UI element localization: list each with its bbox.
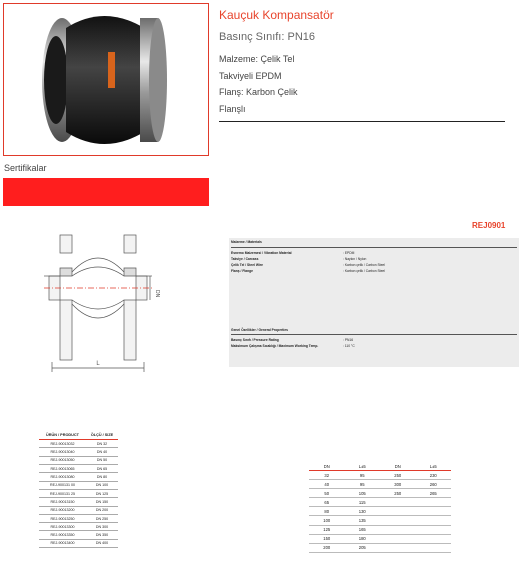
- spec-line: Flanşlı: [219, 104, 246, 114]
- dn-cell: 125: [309, 525, 345, 534]
- empty-cell: [380, 543, 416, 552]
- material-label: Esnemo Malzemesi / Vibration Material: [231, 251, 292, 255]
- dn-cell: 250: [380, 471, 416, 480]
- table-row: [39, 489, 118, 497]
- technical-drawing: [40, 232, 168, 382]
- dn-cell: 100: [309, 516, 345, 525]
- product-code-cell: REJ-900131 25: [39, 489, 86, 497]
- material-label: Takviye / Carcass: [231, 257, 259, 261]
- table-row: [39, 481, 118, 489]
- material-value: : Karbon çelik / Carbon Steel: [343, 263, 385, 267]
- table-row: [309, 543, 451, 552]
- length-cell: 205: [345, 543, 381, 552]
- size-cell: DN 40: [86, 448, 118, 456]
- dn-cell: 32: [309, 471, 345, 480]
- properties-box: [229, 238, 519, 367]
- table-row: [39, 506, 118, 514]
- table-row: [39, 440, 118, 448]
- length-cell: 165: [345, 525, 381, 534]
- empty-cell: [380, 507, 416, 516]
- length-cell: 115: [345, 498, 381, 507]
- dn-cell: 150: [309, 534, 345, 543]
- property-label: Maksimum Çalışma Sıcaklığı / Maximum Working Temp.: [231, 344, 319, 348]
- empty-cell: [380, 525, 416, 534]
- materials-header: Malzeme / Materials: [231, 240, 262, 244]
- dn-cell: 200: [309, 543, 345, 552]
- empty-cell: [380, 516, 416, 525]
- dn-cell: 50: [309, 489, 345, 498]
- dn-cell: 65: [309, 498, 345, 507]
- product-code-cell: REJ-90013040: [39, 448, 86, 456]
- length-label: L: [96, 361, 100, 367]
- product-code-cell: REJ-90013150: [39, 498, 86, 506]
- size-cell: DN 80: [86, 473, 118, 481]
- size-cell: DN 350: [86, 531, 118, 539]
- empty-cell: [416, 498, 452, 507]
- table-row: [39, 498, 118, 506]
- product-code-cell: REJ-90013400: [39, 539, 86, 547]
- product-code-cell: REJ-90013350: [39, 531, 86, 539]
- product-table: [39, 431, 118, 548]
- property-value: : PN16: [343, 338, 354, 342]
- table-row: [309, 525, 451, 534]
- size-cell: DN 400: [86, 539, 118, 547]
- title-divider: [219, 121, 505, 122]
- dn-cell: 250: [380, 489, 416, 498]
- table-row: [39, 514, 118, 522]
- size-cell: DN 32: [86, 440, 118, 448]
- size-cell: DN 100: [86, 481, 118, 489]
- size-cell: DN 250: [86, 514, 118, 522]
- column-header: DN: [309, 462, 345, 471]
- product-code-cell: REJ-90013080: [39, 473, 86, 481]
- size-cell: DN 125: [86, 489, 118, 497]
- material-value: : Karbon çelik / Carbon Steel: [343, 269, 385, 273]
- product-code-cell: REJ-900131 00: [39, 481, 86, 489]
- length-cell: 180: [345, 534, 381, 543]
- table-row: [309, 471, 451, 480]
- dn-cell: 300: [380, 480, 416, 489]
- property-value: : 110 °C: [343, 344, 355, 348]
- length-cell: 95: [345, 480, 381, 489]
- empty-cell: [416, 507, 452, 516]
- dn-label: DN: [154, 290, 160, 298]
- pressure-class: Basınç Sınıfı: PN16: [219, 31, 315, 43]
- table-row: [39, 448, 118, 456]
- size-cell: DN 300: [86, 523, 118, 531]
- general-properties-header: Genel Özellikler / General Properties: [231, 328, 288, 332]
- material-value: : EPDM: [343, 251, 355, 255]
- empty-cell: [380, 498, 416, 507]
- length-cell: 265: [416, 489, 452, 498]
- empty-cell: [416, 525, 452, 534]
- product-code-cell: REJ-90013250: [39, 514, 86, 522]
- length-cell: 105: [345, 489, 381, 498]
- dn-cell: 80: [309, 507, 345, 516]
- empty-cell: [416, 516, 452, 525]
- table-row: [309, 516, 451, 525]
- length-cell: 95: [345, 471, 381, 480]
- table-row: [309, 498, 451, 507]
- size-cell: DN 150: [86, 498, 118, 506]
- empty-cell: [416, 534, 452, 543]
- spec-line: Takviyeli EPDM: [219, 71, 282, 81]
- size-cell: DN 200: [86, 506, 118, 514]
- empty-cell: [416, 543, 452, 552]
- length-cell: 260: [416, 480, 452, 489]
- product-code-cell: REJ-90013065: [39, 465, 86, 473]
- product-code-cell: REJ-90013032: [39, 440, 86, 448]
- product-code-cell: REJ-90013300: [39, 523, 86, 531]
- property-label: Basınç Sınıfı / Pressure Rating: [231, 338, 279, 342]
- table-row: [39, 523, 118, 531]
- material-label: Çelik Tel / Steel Wire: [231, 263, 263, 267]
- table-row: [39, 465, 118, 473]
- table-row: [309, 489, 451, 498]
- certificates-bar[interactable]: [3, 178, 209, 206]
- dimension-table: [309, 462, 451, 553]
- dn-cell: 40: [309, 480, 345, 489]
- column-header: L±5: [345, 462, 381, 471]
- column-header: ÖLÇÜ / SIZE: [86, 431, 118, 440]
- length-cell: 135: [345, 516, 381, 525]
- table-row: [309, 534, 451, 543]
- table-row: [39, 456, 118, 464]
- empty-cell: [380, 534, 416, 543]
- table-row: [39, 539, 118, 547]
- table-row: [309, 480, 451, 489]
- spec-line: Malzeme: Çelik Tel: [219, 54, 295, 64]
- length-cell: 130: [345, 507, 381, 516]
- size-cell: DN 50: [86, 456, 118, 464]
- product-code-cell: REJ-90013200: [39, 506, 86, 514]
- product-code-cell: REJ-90013050: [39, 456, 86, 464]
- column-header: DN: [380, 462, 416, 471]
- material-label: Flanş / Flange: [231, 269, 253, 273]
- product-title: Kauçuk Kompansatör: [219, 8, 334, 22]
- column-header: ÜRÜN / PRODUCT: [39, 431, 86, 440]
- spec-line: Flanş: Karbon Çelik: [219, 87, 298, 97]
- product-photo: [3, 3, 209, 156]
- material-value: : Naylon / Nylon: [343, 257, 367, 261]
- length-cell: 230: [416, 471, 452, 480]
- table-row: [309, 507, 451, 516]
- table-row: [39, 531, 118, 539]
- certificates-label: Sertifikalar: [4, 163, 47, 173]
- size-cell: DN 65: [86, 465, 118, 473]
- table-row: [39, 473, 118, 481]
- product-code: REJ0901: [472, 221, 506, 230]
- column-header: L±5: [416, 462, 452, 471]
